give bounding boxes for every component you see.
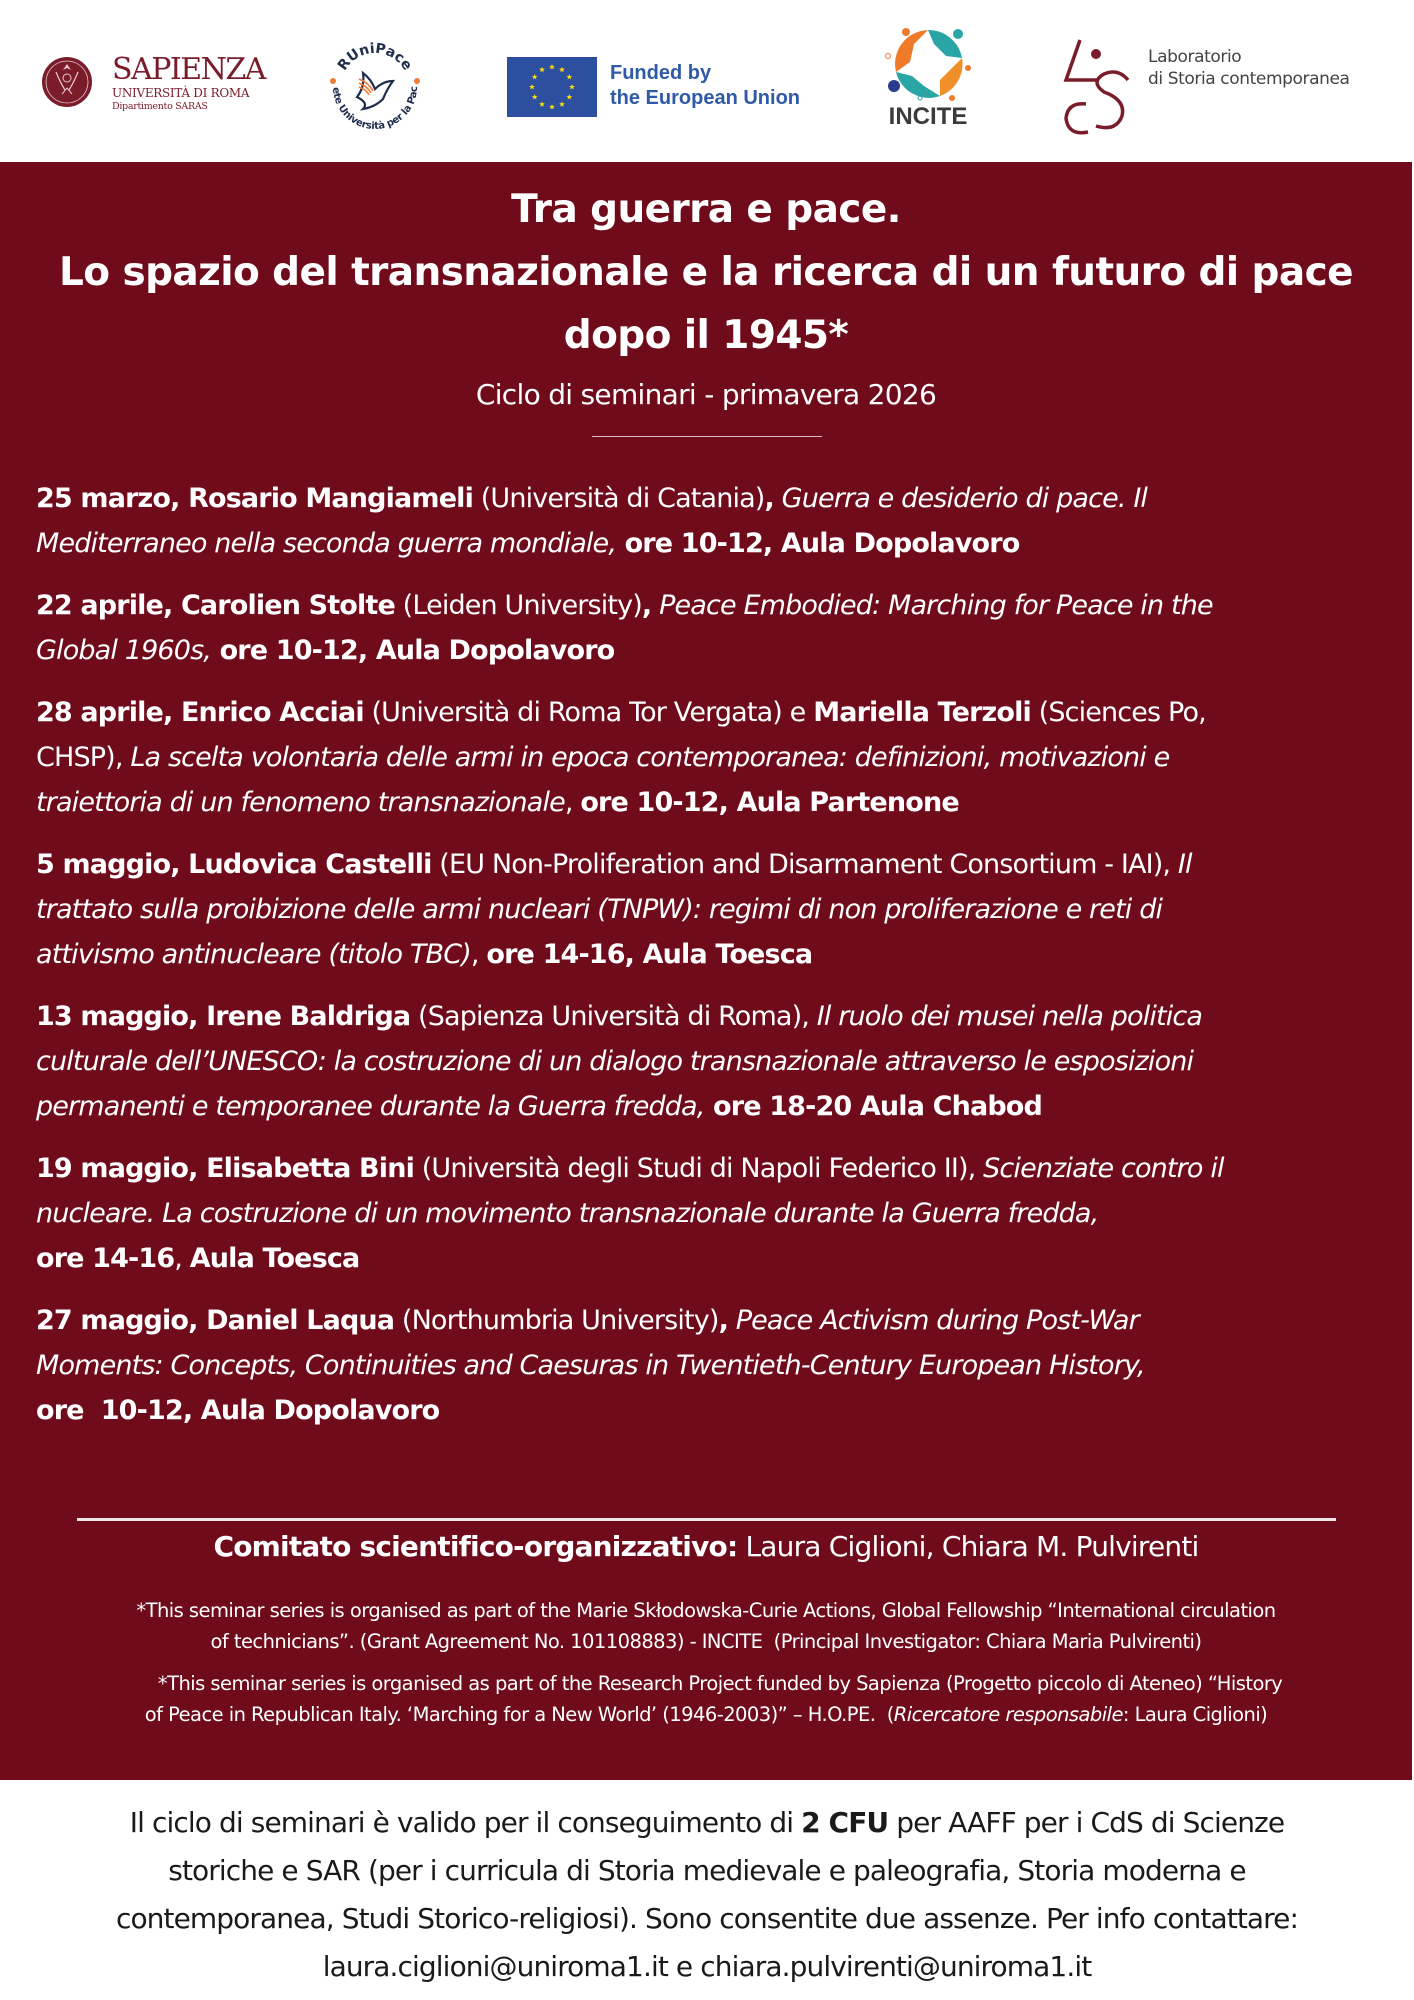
italic-text: Ricercatore responsabile: [893, 1703, 1123, 1726]
text-line: [0, 1626, 1412, 1657]
text-line: [36, 1236, 1396, 1281]
italic-text: attivismo antinucleare (titolo TBC): [36, 939, 471, 970]
text-line: [36, 521, 1396, 566]
credit-info: [0, 1780, 1414, 2000]
bold-text: 27 maggio, Daniel Laqua: [36, 1305, 395, 1336]
committee-divider: [77, 1518, 1336, 1521]
text: ,: [174, 1243, 190, 1274]
text-line: [36, 1039, 1396, 1084]
text-line: [36, 994, 1396, 1039]
text: ,: [564, 787, 581, 818]
text-line: [0, 1668, 1412, 1699]
sapienza-logo: [38, 50, 268, 120]
bold-text: ore 10-12, Aula Dopolavoro: [36, 1395, 440, 1426]
italic-text: La scelta volontaria delle armi in epoca contemporanea: definizioni, motivazioni e: [130, 742, 1170, 773]
bold-text: 25 marzo, Rosario Mangiameli: [36, 483, 473, 514]
text: (Sapienza Università di Roma),: [410, 1001, 817, 1032]
italic-text: Global 1960s,: [36, 635, 212, 666]
text: (Università di Roma Tor Vergata) e: [363, 697, 814, 728]
text: ,: [470, 939, 487, 970]
bold-text: Aula Toesca: [189, 1243, 360, 1274]
text-line: [36, 1146, 1396, 1191]
italic-text: nucleare. La costruzione di un movimento transnazionale durante la Guerra fredda,: [36, 1198, 1099, 1229]
text: of Peace in Republican Italy. ‘Marching for a New World’ (1946-2003)” – H.O.PE. (: [144, 1703, 894, 1726]
text: (Northumbria University): [394, 1305, 719, 1336]
text: contemporanea, Studi Storico-religiosi). Sono consentite due assenze. Per info contattare:: [115, 1902, 1299, 1935]
bold-text: 22 aprile, Carolien Stolte: [36, 590, 395, 621]
subtitle: Ciclo di seminari - primavera 2026: [475, 378, 937, 411]
text-line: [36, 1298, 1396, 1343]
text: *This seminar series is organised as part of the Marie Skłodowska-Curie Actions, Global Fellowship “International circulation: [136, 1599, 1276, 1622]
italic-text: Guerra e desiderio di pace. Il: [773, 483, 1148, 514]
seminar-entry: [36, 476, 1396, 566]
seminar-list: [36, 476, 1396, 1450]
funding-notes: [0, 1595, 1412, 1741]
sapienza-department: Dipartimento SARAS: [112, 101, 208, 112]
text: of technicians”. (Grant Agreement No. 101108883) - INCITE (Principal Investigator: Chiara Maria Pulvirenti): [210, 1630, 1202, 1653]
seminar-entry: [36, 994, 1396, 1129]
text: CHSP),: [36, 742, 131, 773]
logo-bar: [0, 0, 1414, 162]
seminar-entry: [36, 583, 1396, 673]
title-line-2: Lo spazio del transnazionale e la ricerca di un futuro di pace: [59, 250, 1353, 295]
italic-text: Peace Activism during Post-War: [728, 1305, 1139, 1336]
text: (Università degli Studi di Napoli Federico II),: [413, 1153, 984, 1184]
text-line: [36, 690, 1396, 735]
funding-note: [0, 1595, 1412, 1657]
text-line: [0, 1699, 1412, 1730]
bold-text: 5 maggio, Ludovica Castelli: [36, 849, 432, 880]
bold-text: 2 CFU: [801, 1806, 889, 1839]
funding-note: [0, 1668, 1412, 1730]
italic-text: Scienziate contro il: [983, 1153, 1224, 1184]
text-line: [36, 780, 1396, 825]
committee-label: Comitato scientifico-organizzativo:: [213, 1530, 738, 1563]
lsc-logo: [1060, 36, 1390, 138]
text-line: [36, 932, 1396, 977]
bold-text: ,: [641, 590, 652, 621]
italic-text: Mediterraneo nella seconda guerra mondiale,: [36, 528, 617, 559]
incite-circle-icon: [880, 22, 976, 102]
text: (EU Non-Proliferation and Disarmament Consortium - IAI),: [431, 849, 1178, 880]
text-line: [36, 476, 1396, 521]
text: : Laura Ciglioni): [1122, 1703, 1268, 1726]
eu-flag-icon: [507, 57, 597, 117]
bold-text: ,: [718, 1305, 728, 1336]
bold-text: 28 aprile, Enrico Acciai: [36, 697, 364, 728]
text-line: [0, 1847, 1414, 1895]
italic-text: permanenti e temporanee durante la Guerra fredda,: [36, 1091, 705, 1122]
runipace-logo: [323, 35, 427, 139]
text: Il ciclo di seminari è valido per il conseguimento di: [129, 1806, 802, 1839]
bold-text: ore 18-20 Aula Chabod: [704, 1091, 1042, 1122]
text: (Leiden University): [394, 590, 642, 621]
incite-label: INCITE: [888, 103, 968, 130]
title-line-1: Tra guerra e pace.: [511, 187, 901, 232]
text-line: [0, 1895, 1414, 1943]
eu-european-union: the European Union: [610, 87, 800, 109]
lsc-line1: Laboratorio: [1148, 47, 1242, 67]
dove-icon: [323, 35, 427, 139]
text-line: [0, 1595, 1412, 1626]
seminar-entry: [36, 1298, 1396, 1433]
text-line: [0, 1799, 1414, 1847]
text-line: [36, 1388, 1396, 1433]
bold-text: 13 maggio, Irene Baldriga: [36, 1001, 411, 1032]
italic-text: trattato sulla proibizione delle armi nucleari (TNPW): regimi di non proliferazione e reti di: [36, 894, 1163, 925]
committee: [0, 1530, 1412, 1563]
text-line: [36, 1343, 1396, 1388]
bold-text: ore 14-16: [36, 1243, 175, 1274]
text: laura.ciglioni@uniroma1.it e chiara.pulvirenti@uniroma1.it: [322, 1950, 1092, 1983]
sapienza-wordmark: SAPIENZA: [112, 52, 265, 87]
eu-funded-by: Funded by: [610, 62, 712, 84]
text: (Università di Catania): [472, 483, 765, 514]
italic-text: Moments: Concepts, Continuities and Caesuras in Twentieth-Century European History,: [36, 1350, 1145, 1381]
sapienza-subtitle: UNIVERSITÀ DI ROMA: [112, 86, 250, 100]
text-line: [36, 735, 1396, 780]
text: (Sciences Po,: [1030, 697, 1206, 728]
svg-text:Rete Università per la Pace: ete Università per la Pac: [329, 86, 421, 133]
main-panel: [0, 162, 1412, 1780]
lsc-mark-icon: [1060, 36, 1140, 138]
text-line: [36, 583, 1396, 628]
text-line: [36, 887, 1396, 932]
lsc-line2: di Storia contemporanea: [1148, 69, 1350, 89]
seminar-entry: [36, 690, 1396, 825]
text-line: [36, 1191, 1396, 1236]
bold-text: ore 14-16, Aula Toesca: [486, 939, 813, 970]
seminar-entry: [36, 1146, 1396, 1281]
italic-text: Peace Embodied: Marching for Peace in the: [651, 590, 1213, 621]
italic-text: culturale dell’UNESCO: la costruzione di un dialogo transnazionale attraverso le esposizioni: [36, 1046, 1194, 1077]
text: *This seminar series is organised as part of the Research Project funded by Sapienza (Progetto piccolo di Ateneo) “History: [129, 1672, 1283, 1695]
text-line: [36, 628, 1396, 673]
subtitle-divider: [592, 436, 822, 437]
bold-text: Mariella Terzoli: [813, 697, 1031, 728]
bold-text: ore 10-12, Aula Dopolavoro: [616, 528, 1020, 559]
italic-text: Il: [1177, 849, 1192, 880]
svg-text:RUniPace: RUniPace: [334, 40, 416, 74]
committee-names: Laura Ciglioni, Chiara M. Pulvirenti: [737, 1530, 1199, 1563]
eu-funding-logo: [507, 57, 807, 119]
italic-text: traiettoria di un fenomeno transnazionale: [36, 787, 565, 818]
bold-text: 19 maggio, Elisabetta Bini: [36, 1153, 414, 1184]
bold-text: ore 10-12, Aula Partenone: [580, 787, 959, 818]
text-line: [36, 1084, 1396, 1129]
text-line: [0, 1943, 1414, 1991]
bold-text: ore 10-12, Aula Dopolavoro: [211, 635, 615, 666]
bold-text: ,: [764, 483, 774, 514]
text-line: [36, 842, 1396, 887]
incite-logo: [880, 22, 976, 134]
text: per AAFF per i CdS di Scienze: [888, 1806, 1285, 1839]
text: storiche e SAR (per i curricula di Storia medievale e paleografia, Storia moderna e: [168, 1854, 1246, 1887]
title-line-3: dopo il 1945*: [563, 313, 849, 358]
seminar-entry: [36, 842, 1396, 977]
italic-text: Il ruolo dei musei nella politica: [816, 1001, 1203, 1032]
